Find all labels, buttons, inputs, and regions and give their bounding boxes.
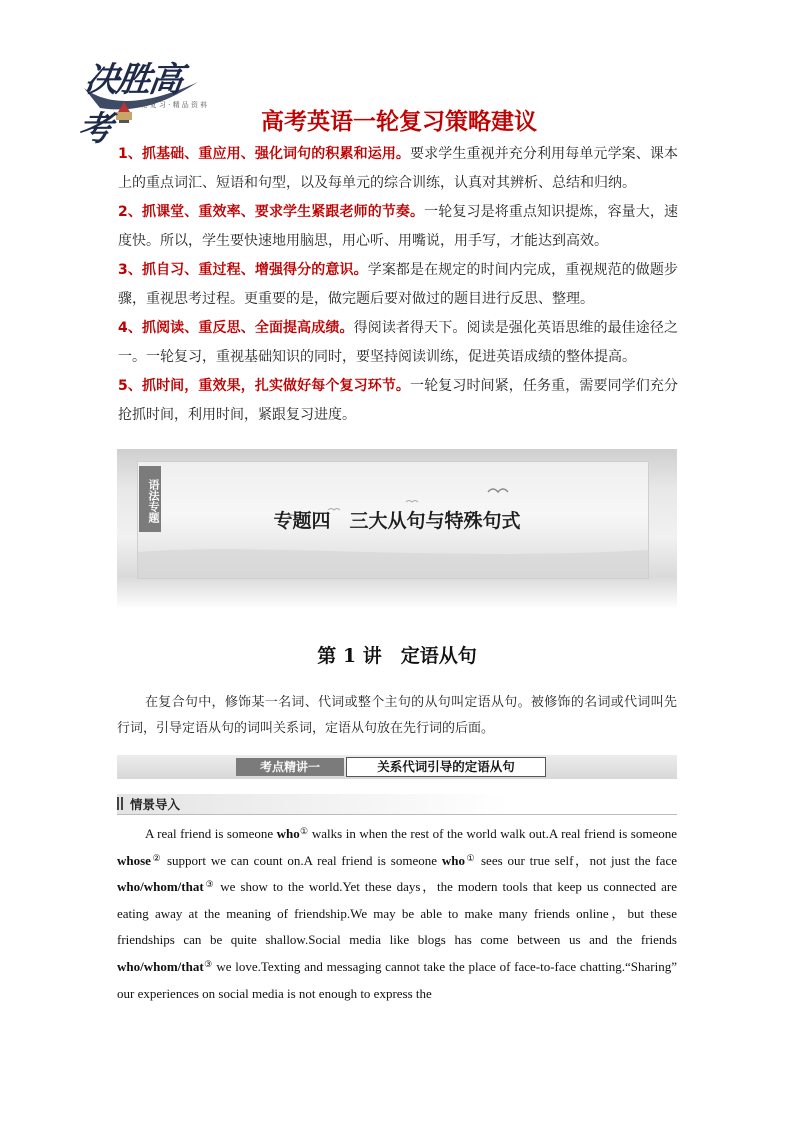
strategy-item xyxy=(118,372,678,430)
topic-tag: 语法专题 xyxy=(139,466,161,532)
strategy-number: 2、 xyxy=(118,204,142,220)
strategy-item xyxy=(118,198,678,256)
relative-word: who xyxy=(276,826,300,841)
logo-text: 决胜高考 xyxy=(75,60,184,149)
passage-text: support we can count on.A real friend is someone xyxy=(162,852,442,868)
note-mark: ① xyxy=(464,852,477,863)
strategy-item xyxy=(118,140,678,198)
strategy-item xyxy=(118,256,678,314)
passage-text: we love.Texting and messaging cannot take the place of face-to-face chatting.“Sharing” our experiences on social media is not enough to express the xyxy=(117,958,677,1001)
strategy-highlight: 抓基础、重应用、强化词句的积累和运用。 xyxy=(141,146,411,162)
reading-passage xyxy=(117,821,677,1007)
strategy-text: 一轮复习时间紧，任务重，需要同学们充分抢抓时间，利用时间，紧跟复习进度。 xyxy=(118,378,679,423)
section-header xyxy=(117,794,677,815)
strategy-item xyxy=(118,314,678,372)
logo-subtext: 一 一 轮 复 习 · 精 品 资 料 xyxy=(122,101,208,109)
passage-text: walks in when the rest of the world walk out.A real friend is someone xyxy=(308,826,678,841)
strategy-highlight: 抓阅读、重反思、全面提高成绩。 xyxy=(141,320,354,336)
passage-text: sees our true self，not just the face xyxy=(476,852,677,868)
strategy-text: 学案都是在规定的时间内完成，重视规范的做题步骤，重视思考过程。更重要的是，做完题后要对做过的题目进行反思、整理。 xyxy=(118,262,679,307)
strategy-number: 5、 xyxy=(118,378,142,394)
note-mark: ② xyxy=(150,852,163,863)
strategy-highlight: 抓时间，重效果，扎实做好每个复习环节。 xyxy=(141,378,411,394)
relative-word: who/whom/that xyxy=(117,879,204,895)
strategy-highlight: 抓自习、重过程、增强得分的意识。 xyxy=(141,262,368,278)
strategy-list xyxy=(118,140,678,430)
page-title: 高考英语一轮复习策略建议 xyxy=(261,109,537,135)
intro-paragraph: 在复合句中，修饰某一名词、代词或整个主句的从句叫定语从句。被修饰的名词或代词叫先行词，引导定语从句的词叫关系词，定语从句放在先行词的后面。 xyxy=(117,695,677,736)
note-mark: ① xyxy=(299,826,309,836)
strategy-number: 4、 xyxy=(118,320,142,336)
strategy-number: 3、 xyxy=(118,262,142,278)
note-mark: ③ xyxy=(203,879,216,890)
strategy-text: 得阅读者得天下。阅读是强化英语思维的最佳途径之一。一轮复习，重视基础知识的同时，要坚持阅读训练，促进英语成绩的整体提高。 xyxy=(118,320,679,365)
kaodian-label: 考点精讲一 xyxy=(236,758,344,776)
strategy-text: 要求学生重视并充分利用每单元学案、课本上的重点词汇、短语和句型，以及每单元的综合训练，认真对其辨析、总结和归纳。 xyxy=(118,146,679,191)
strategy-text: 一轮复习是将重点知识提炼，容量大，速度快。所以，学生要快速地用脑思，用心听、用嘴说，用手写，才能达到高效。 xyxy=(118,204,679,249)
strategy-highlight: 抓课堂、重效率、要求学生紧跟老师的节奏。 xyxy=(141,204,425,220)
lecture-title: 第 1 讲 定语从句 xyxy=(317,645,477,667)
relative-word: whose xyxy=(117,852,151,868)
section-marker-icon xyxy=(117,797,124,810)
passage-text: we show to the world.Yet these days，the modern tools that keep us connected are eating away at the meaning of friendship.We may be able to make many friends online，but these friendships can be quite shallow.Social media like blogs has come between us and the friends xyxy=(117,879,677,948)
passage-text: A real friend is someone xyxy=(145,826,277,841)
relative-word: who xyxy=(441,852,465,868)
section-title: 情景导入 xyxy=(130,797,181,812)
strategy-number: 1、 xyxy=(118,146,142,162)
kaodian-name: 关系代词引导的定语从句 xyxy=(346,757,546,777)
note-mark: ③ xyxy=(203,958,213,969)
topic-title: 专题四 三大从句与特殊句式 xyxy=(273,510,521,532)
relative-word: who/whom/that xyxy=(117,958,204,974)
